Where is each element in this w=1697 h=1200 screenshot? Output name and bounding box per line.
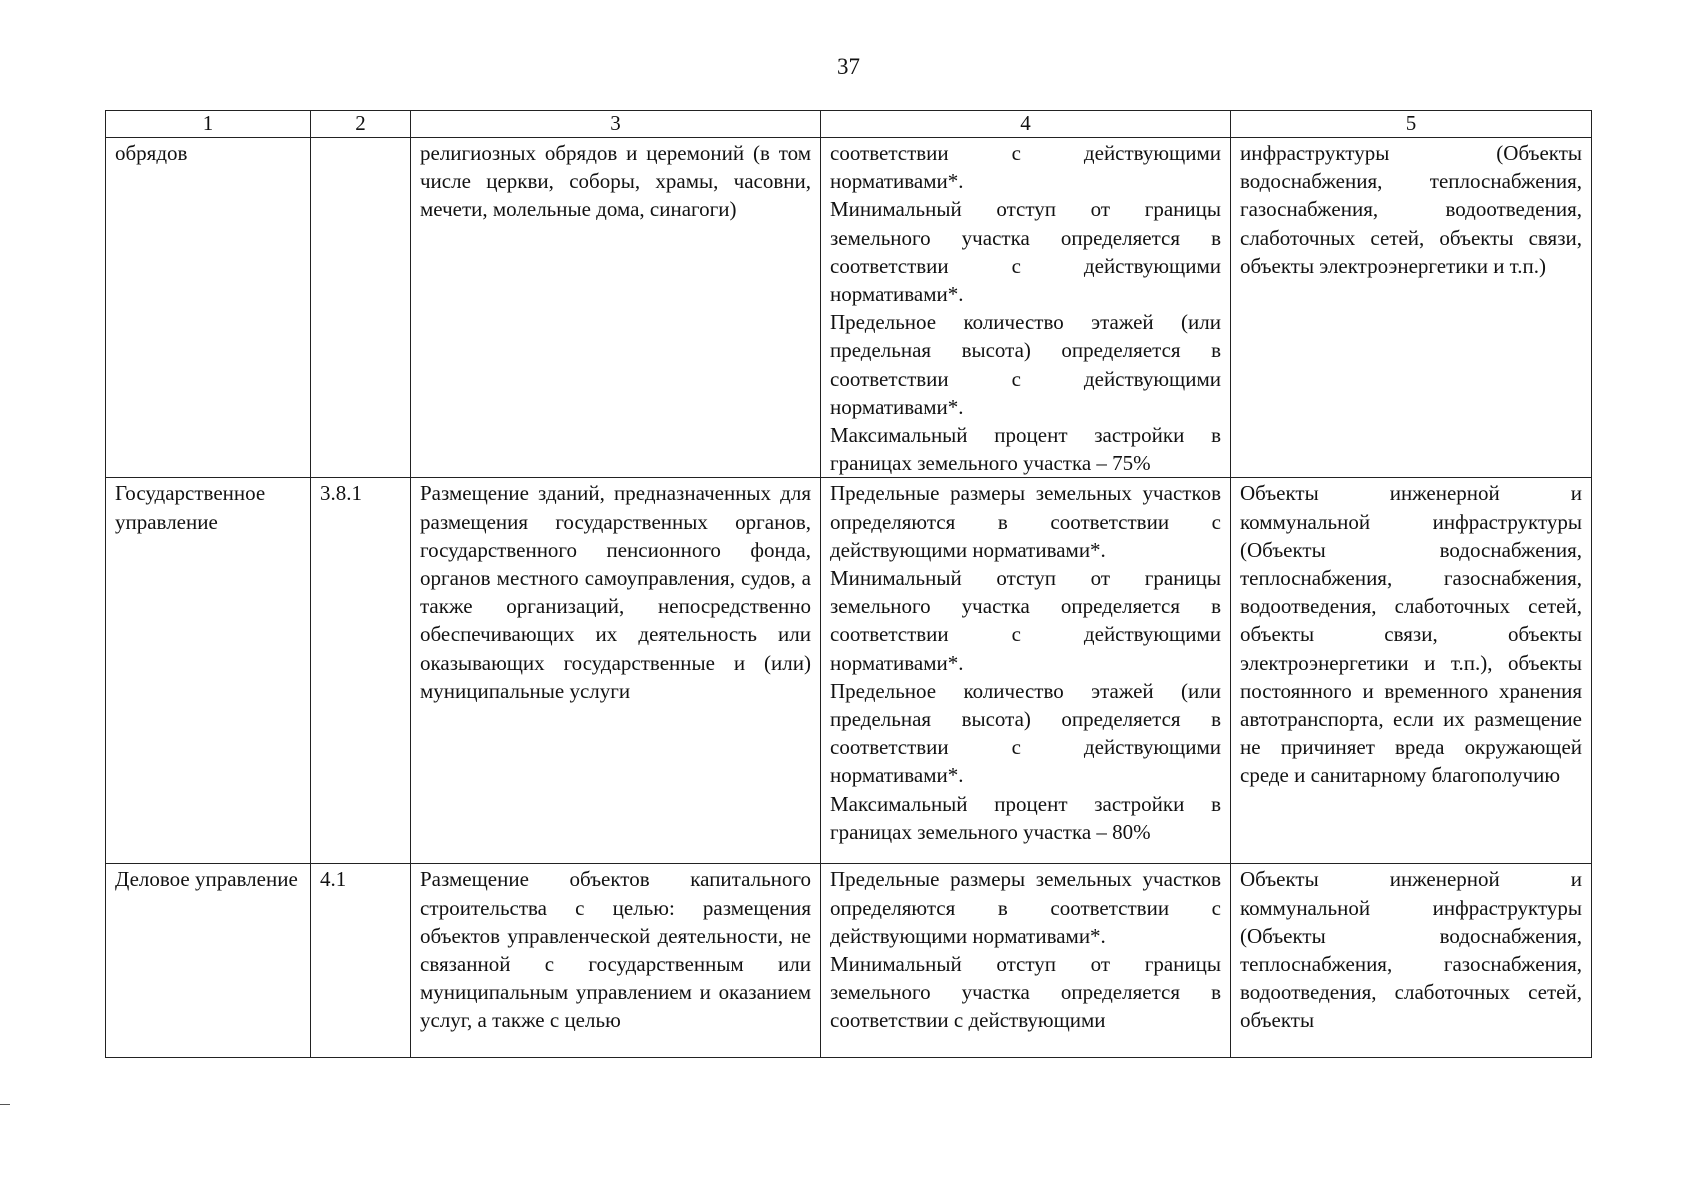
table-row	[106, 478, 1592, 864]
parameter-text: Предельные размеры земельных участков определяются в соответствии с действующими нормативами*.	[830, 867, 1221, 948]
scan-edge-mark	[0, 1104, 10, 1105]
use-type-name-cell: обрядов	[106, 138, 311, 478]
parameters-cell	[821, 138, 1231, 478]
parameter-text: Минимальный отступ от границы земельного участка определяется в соответствии с действующими	[830, 952, 1221, 1033]
column-header-1: 1	[106, 111, 311, 138]
parameter-text: Минимальный отступ от границы земельного участка определяется в соответствии с действующими нормативами*.	[830, 197, 1221, 307]
parameter-text: Минимальный отступ от границы земельного участка определяется в соответствии с действующими нормативами*.	[830, 566, 1221, 675]
use-type-code-cell	[311, 138, 411, 478]
use-type-code-cell: 3.8.1	[311, 478, 411, 864]
parameter-text: Максимальный процент застройки в границах земельного участка – 80%	[830, 791, 1221, 844]
table-row	[106, 138, 1592, 478]
parameter-text: Максимальный процент застройки в границах земельного участка – 75%	[830, 423, 1221, 476]
use-type-name-cell: Государственное управление	[106, 478, 311, 864]
parameters-cell	[821, 478, 1231, 864]
column-header-5: 5	[1231, 111, 1592, 138]
page-number: 37	[837, 54, 860, 79]
use-type-description-cell: Размещение зданий, предназначенных для размещения государственных органов, государственного пенсионного фонда, органов местного самоуправления, судов, а также организаций, непосредственно обеспечивающих их деятельность или оказывающих государственные и (или) муниципальные услуги	[411, 478, 821, 864]
land-use-table	[105, 110, 1592, 1058]
table-header-row	[106, 111, 1592, 138]
use-type-code-cell: 4.1	[311, 864, 411, 1058]
parameter-text: Предельные размеры земельных участков определяются в соответствии с действующими нормативами*.	[830, 481, 1221, 562]
parameters-cell	[821, 864, 1231, 1058]
column-header-3: 3	[411, 111, 821, 138]
use-type-name-cell: Деловое управление	[106, 864, 311, 1058]
auxiliary-uses-cell: инфраструктуры (Объекты водоснабжения, теплоснабжения, газоснабжения, водоотведения, слаботочных сетей, объекты связи, объекты электроэнергетики и т.п.)	[1231, 138, 1592, 478]
use-type-description-cell: Размещение объектов капитального строительства с целью: размещения объектов управленческой деятельности, не связанной с государственным или муниципальным управлением и оказанием услуг, а также с целью	[411, 864, 821, 1058]
column-header-2: 2	[311, 111, 411, 138]
use-type-description-cell: религиозных обрядов и церемоний (в том числе церкви, соборы, храмы, часовни, мечети, молельные дома, синагоги)	[411, 138, 821, 478]
parameter-text: соответствии с действующими нормативами*.	[830, 141, 1221, 194]
auxiliary-uses-cell: Объекты инженерной и коммунальной инфраструктуры (Объекты водоснабжения, теплоснабжения, газоснабжения, водоотведения, слаботочных сетей, объекты	[1231, 864, 1592, 1058]
column-header-4: 4	[821, 111, 1231, 138]
auxiliary-uses-cell: Объекты инженерной и коммунальной инфраструктуры (Объекты водоснабжения, теплоснабжения, газоснабжения, водоотведения, слаботочных сетей, объекты связи, объекты электроэнергетики и т.п.), объекты постоянного и временного хранения автотранспорта, если их размещение не причиняет вреда окружающей среде и санитарному благополучию	[1231, 478, 1592, 864]
parameter-text: Предельное количество этажей (или предельная высота) определяется в соответствии с действующими нормативами*.	[830, 678, 1221, 788]
table-row	[106, 864, 1592, 1058]
parameter-text: Предельное количество этажей (или предельная высота) определяется в соответствии с действующими нормативами*.	[830, 310, 1221, 419]
